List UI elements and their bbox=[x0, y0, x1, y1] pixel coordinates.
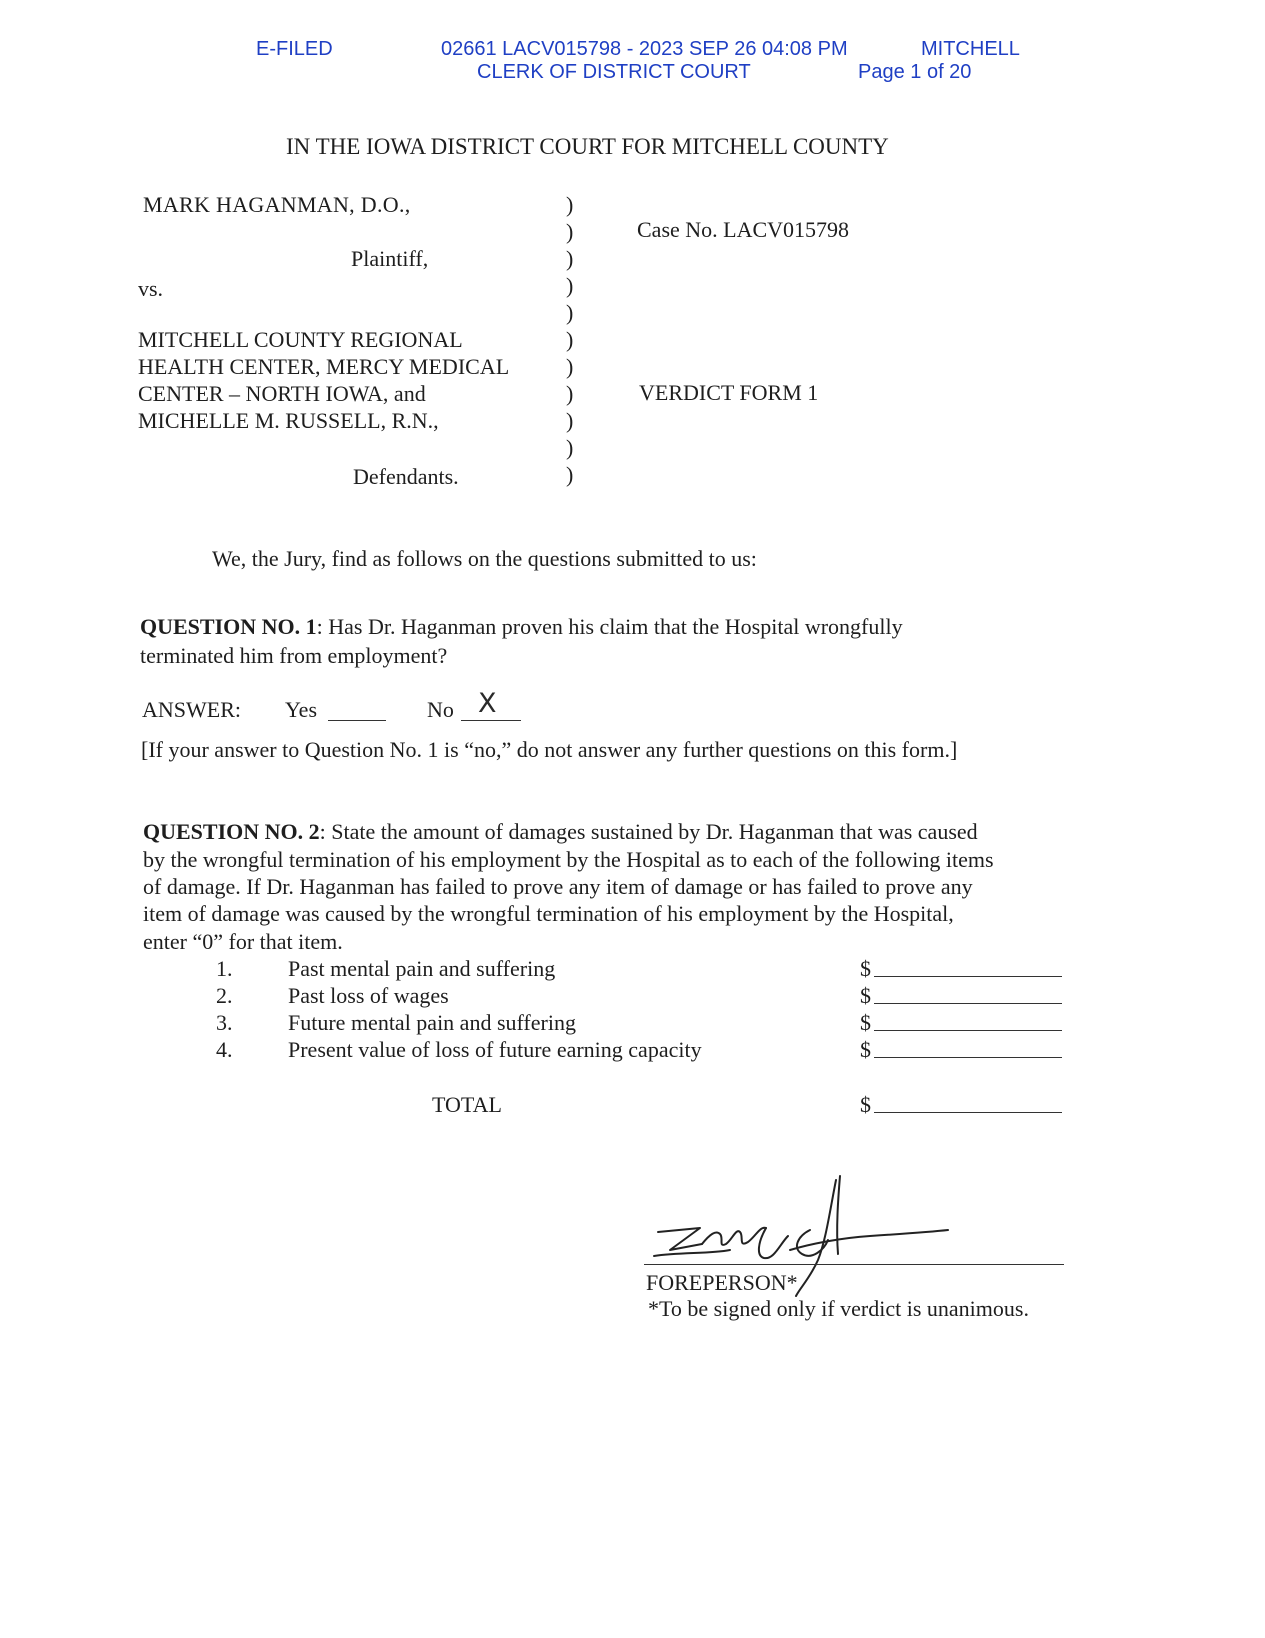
amount-blank[interactable] bbox=[874, 981, 1062, 1004]
total-label: TOTAL bbox=[432, 1092, 502, 1117]
question-2-text-line: by the wrongful termination of his employment by the Hospital as to each of the following items bbox=[143, 847, 994, 872]
question-2-text: : State the amount of damages sustained by Dr. Haganman that was caused bbox=[319, 819, 978, 844]
item-label: Past mental pain and suffering bbox=[288, 956, 556, 981]
unanimous-note: *To be signed only if verdict is unanimous. bbox=[648, 1296, 1029, 1321]
efiled-stamp: E-FILED bbox=[256, 38, 333, 60]
plaintiff-name: MARK HAGANMAN, D.O., bbox=[143, 192, 411, 217]
question-2-text-line: item of damage was caused by the wrongful termination of his employment by the Hospital, bbox=[143, 901, 954, 926]
plaintiff-label: Plaintiff, bbox=[351, 246, 429, 271]
question-2-label: QUESTION NO. 2 bbox=[143, 819, 320, 844]
caption-paren: ) bbox=[566, 192, 574, 217]
currency-symbol: $ bbox=[860, 1037, 871, 1062]
item-number: 3. bbox=[216, 1010, 233, 1035]
amount-blank[interactable] bbox=[874, 1008, 1062, 1031]
intro-text: We, the Jury, find as follows on the questions submitted to us: bbox=[212, 546, 757, 571]
question-1-text: : Has Dr. Haganman proven his claim that the Hospital wrongfully bbox=[316, 614, 903, 639]
question-1-label: QUESTION NO. 1 bbox=[140, 614, 317, 639]
item-label: Future mental pain and suffering bbox=[288, 1010, 576, 1035]
question-1-instruction: [If your answer to Question No. 1 is “no,” do not answer any further questions on this form.] bbox=[141, 737, 958, 762]
question-1 bbox=[140, 614, 903, 640]
currency-symbol: $ bbox=[860, 983, 871, 1008]
item-number: 4. bbox=[216, 1037, 233, 1062]
foreperson-label: FOREPERSON* bbox=[646, 1270, 798, 1295]
question-2-text-line: of damage. If Dr. Haganman has failed to prove any item of damage or has failed to prove any bbox=[143, 874, 973, 899]
answer-label: ANSWER: bbox=[142, 697, 241, 722]
item-number: 2. bbox=[216, 983, 233, 1008]
court-title: IN THE IOWA DISTRICT COURT FOR MITCHELL COUNTY bbox=[286, 134, 889, 159]
defendant-line: HEALTH CENTER, MERCY MEDICAL bbox=[138, 354, 510, 379]
form-title: VERDICT FORM 1 bbox=[639, 380, 819, 405]
page-indicator: Page 1 of 20 bbox=[858, 61, 972, 83]
question-2-text-line: enter “0” for that item. bbox=[143, 929, 343, 954]
caption-paren: ) bbox=[566, 381, 574, 406]
clerk-stamp: CLERK OF DISTRICT COURT bbox=[477, 61, 751, 83]
item-number: 1. bbox=[216, 956, 233, 981]
case-number: Case No. LACV015798 bbox=[637, 217, 850, 242]
yes-label: Yes bbox=[285, 697, 318, 722]
versus-label: vs. bbox=[138, 276, 164, 301]
defendant-line: MITCHELL COUNTY REGIONAL bbox=[138, 327, 463, 352]
currency-symbol: $ bbox=[860, 956, 871, 981]
caption-paren: ) bbox=[566, 273, 574, 298]
caption-paren: ) bbox=[566, 327, 574, 352]
amount-blank[interactable] bbox=[874, 954, 1062, 977]
defendant-line: MICHELLE M. RUSSELL, R.N., bbox=[138, 408, 439, 433]
caption-paren: ) bbox=[566, 408, 574, 433]
currency-symbol: $ bbox=[860, 1010, 871, 1035]
caption-paren: ) bbox=[566, 435, 574, 460]
item-label: Present value of loss of future earning capacity bbox=[288, 1037, 702, 1062]
total-amount-blank[interactable] bbox=[874, 1090, 1062, 1113]
caption-paren: ) bbox=[566, 246, 574, 271]
no-label: No bbox=[427, 697, 454, 722]
question-2 bbox=[143, 819, 978, 845]
no-check-mark: X bbox=[478, 688, 497, 719]
caption-paren: ) bbox=[566, 219, 574, 244]
item-label: Past loss of wages bbox=[288, 983, 449, 1008]
caption-paren: ) bbox=[566, 300, 574, 325]
amount-blank[interactable] bbox=[874, 1035, 1062, 1058]
question-1-text-cont: terminated him from employment? bbox=[140, 643, 448, 668]
defendant-line: CENTER – NORTH IOWA, and bbox=[138, 381, 426, 406]
signature-line bbox=[644, 1264, 1064, 1265]
filing-info: 02661 LACV015798 - 2023 SEP 26 04:08 PM bbox=[441, 38, 848, 60]
caption-paren: ) bbox=[566, 462, 574, 487]
defendants-label: Defendants. bbox=[353, 464, 459, 489]
yes-blank[interactable] bbox=[328, 698, 386, 721]
county-stamp: MITCHELL bbox=[921, 38, 1020, 60]
caption-paren: ) bbox=[566, 354, 574, 379]
total-currency-symbol: $ bbox=[860, 1092, 871, 1117]
